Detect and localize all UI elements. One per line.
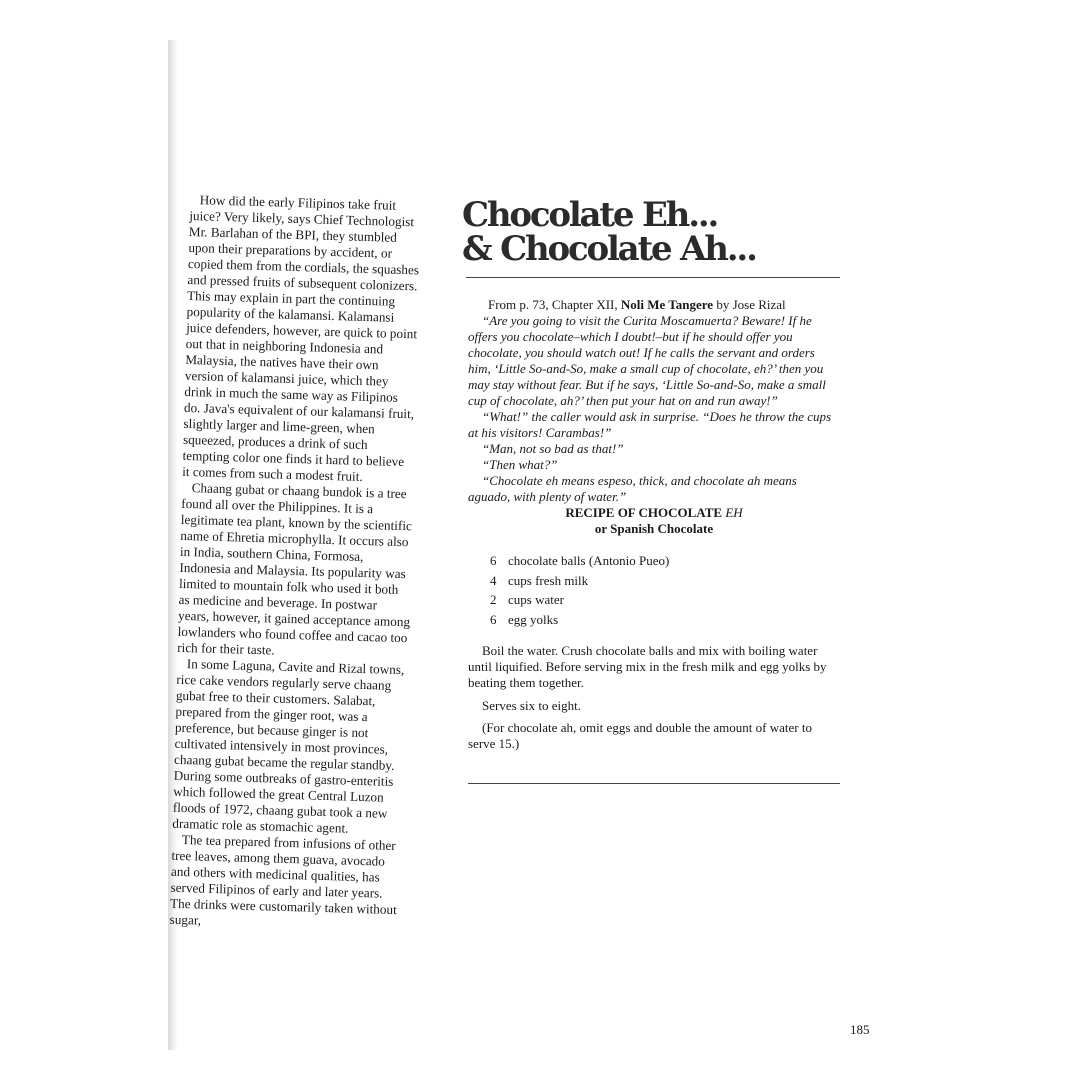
list-item (490, 610, 840, 630)
ingredient-name: egg yolks (508, 611, 559, 627)
paragraph-rice-cake-vendors-text: In some Laguna, Cavite and Rizal towns, rice cake vendors regularly serve chaang gubat free to their customers. Salabat, prepared from the ginger root, was a preference, but because ginger is not cultivated intensively in most provinces, chaang gubat became the regular standby. During some outbreaks of gastro-enteritis which followed the great Central Luzon floods of 1972, chaang gubat took a new dramatic role as stomachic agent. (172, 656, 405, 836)
recipe-title (468, 505, 840, 537)
quote-paragraph: “Are you going to visit the Curita Moscamuerta? Beware! If he offers you chocolate–which I doubt!–but if he should offer you chocolate, you should watch out! If he calls the servant and orders him, ‘Little So-and-So, make a small cup of chocolate, eh?’ then you may stay without fear. But if he says, ‘Little So-and-So, make a small cup of chocolate, ah?’ then put your hat on and run away!” (468, 313, 826, 408)
source-author: by Jose Rizal (716, 297, 786, 312)
ingredient-name: cups water (508, 592, 564, 607)
quote-paragraph: “Then what?” (482, 457, 558, 472)
left-column (169, 192, 421, 934)
paragraph-rice-cake-vendors (172, 656, 409, 838)
ingredient-qty: 2 (490, 592, 497, 607)
bottom-rule (468, 783, 840, 784)
paragraph-chaang-gubat-text: Chaang gubat or chaang bundok is a tree found all over the Philippines. It is a legitimate tea plant, known by the scientific name of Ehretia microphylla. It occurs also in India, southern China, Formosa, Indonesia and Malaysia. Its popularity was limited to mountain folk who used it both as medicine and beverage. In postwar years, however, it gained acceptance among lowlanders who found coffee and cacao too rich for their taste. (177, 480, 413, 658)
recipe-serves: Serves six to eight. (482, 698, 581, 713)
paragraph-fruit-juice (182, 192, 422, 486)
right-column (468, 297, 840, 752)
source-line (468, 297, 840, 313)
paragraph-tree-leaves-tea (169, 832, 404, 934)
title-line-1: Chocolate Eh... (462, 195, 718, 235)
article-title (462, 195, 756, 269)
source-book-title: Noli Me Tangere (620, 297, 714, 312)
recipe-title-italic: EH (725, 505, 743, 520)
recipe-note: (For chocolate ah, omit eggs and double the amount of water to serve 15.) (468, 720, 812, 751)
ingredient-qty: 6 (490, 553, 497, 568)
quote-paragraph: “Chocolate eh means espeso, thick, and chocolate ah means aguado, with plenty of water.” (468, 473, 797, 504)
list-item (490, 590, 840, 610)
title-line-2: & Chocolate Ah... (462, 229, 756, 269)
page-number: 185 (850, 1022, 870, 1037)
paragraph-fruit-juice-text: How did the early Filipinos take fruit juice? Very likely, says Chief Technologist Mr. Barlahan of the BPI, they stumbled upon their preparations by accident, or copied them from the cordials, the squashes and pressed fruits of subsequent colonizers. This may explain in part the continuing popularity of the kalamansi. Kalamansi juice defenders, however, are quick to point out that in neighboring Indonesia and Malaysia, the natives have their own version of kalamansi juice, which they drink in much the same way as Filipinos do. Java's equivalent of our kalamansi fruit, slightly larger and lime-green, when squeezed, produces a drink of such tempting color one finds it hard to believe it comes from such a modest fruit. (181, 192, 420, 484)
recipe-method: Boil the water. Crush chocolate balls and mix with boiling water until liquified. Before serving mix in the fresh milk and egg yolks by beating them together. (468, 643, 827, 690)
source-prefix: From p. 73, Chapter XII, (488, 297, 618, 312)
quote-paragraph: “What!” the caller would ask in surprise. “Does he throw the cups at his visitors! Carambas!” (468, 409, 832, 440)
title-rule (466, 277, 840, 278)
ingredient-list (490, 551, 840, 629)
quote-paragraph: “Man, not so bad as that!” (482, 441, 624, 456)
recipe-title-text: RECIPE OF CHOCOLATE (565, 505, 723, 520)
recipe-subtitle: or Spanish Chocolate (594, 521, 714, 536)
paragraph-tree-leaves-tea-text: The tea prepared from infusions of other tree leaves, among them guava, avocado and others with medicinal qualities, has served Filipinos of early and later years. The drinks were customarily taken without sugar, (169, 832, 397, 928)
ingredient-name: cups fresh milk (508, 572, 589, 588)
list-item (490, 551, 840, 571)
ingredient-name: chocolate balls (Antonio Pueo) (508, 553, 670, 568)
list-item (490, 571, 840, 591)
ingredient-qty: 4 (490, 572, 497, 588)
paragraph-chaang-gubat (177, 480, 414, 662)
ingredient-qty: 6 (490, 611, 497, 627)
